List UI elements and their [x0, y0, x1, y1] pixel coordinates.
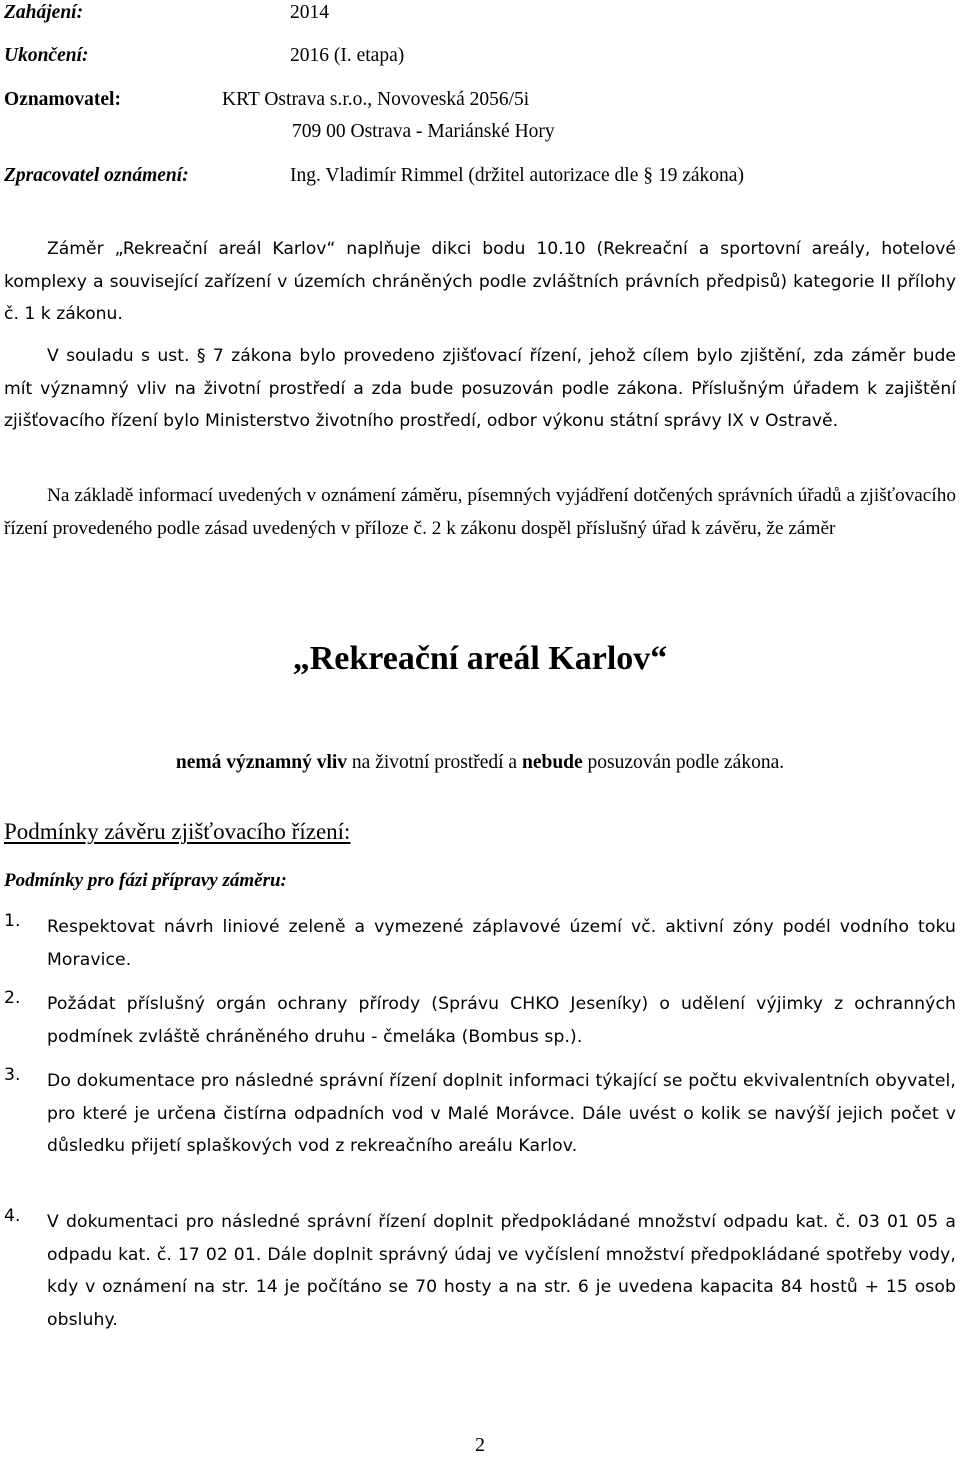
list-item-number: 4.: [4, 1206, 21, 1226]
list-item-text: Do dokumentace pro následné správní řízení doplnit informaci týkající se počtu ekvivalentních obyvatel, pro které je určena čistírna odpadních vod v Malé Morávce. Dále uvést o kolik se navýší jejich počet v důsledku přijetí splaškových vod z rekreačního areálu Karlov.: [47, 1071, 956, 1156]
verdict-text-2: posuzován podle zákona.: [582, 752, 785, 773]
list-item-text: Respektovat návrh liniové zeleně a vymezené záplavové území vč. aktivní zóny podél vodního toku Moravice.: [47, 917, 956, 970]
paragraph-intro: Záměr „Rekreační areál Karlov“ naplňuje dikci bodu 10.10 (Rekreační a sportovní areály, hotelové komplexy a související zařízení v územích chráněných podle zvláštních právních předpisů) kategorie II přílohy č. 1 k zákonu.: [4, 239, 956, 324]
verdict-not-assessed: nebude: [521, 752, 583, 773]
end-label: Ukončení:: [4, 45, 89, 66]
author-label: Zpracovatel oznámení:: [4, 165, 189, 186]
list-item-text: Požádat příslušný orgán ochrany přírody (Správu CHKO Jeseníky) o udělení výjimky z ochranných podmínek zvláště chráněného druhu - čmeláka (Bombus sp.).: [47, 994, 956, 1047]
verdict: [0, 752, 960, 774]
notifier-label: Oznamovatel:: [4, 89, 121, 110]
conditions-heading: Podmínky závěru zjišťovacího řízení:: [4, 819, 351, 844]
phase-heading: Podmínky pro fázi přípravy záměru:: [4, 870, 287, 891]
start-label: Zahájení:: [4, 2, 84, 23]
list-item-text: V dokumentaci pro následné správní řízení doplnit předpokládané množství odpadu kat. č. 03 01 05 a odpadu kat. č. 17 02 01. Dále doplnit správný údaj ve vyčíslení množství předpokládané spotřeby vody, kdy v oznámení na str. 14 je počítáno se 70 hosty a na str. 6 je uvedena kapacita 84 hostů + 15 osob obsluhy.: [47, 1212, 956, 1330]
verdict-text-1: na životní prostředí a: [347, 752, 522, 773]
notifier-line1: KRT Ostrava s.r.o., Novoveská 2056/5i: [222, 89, 530, 110]
author-value: Ing. Vladimír Rimmel (držitel autorizace dle § 19 zákona): [290, 165, 744, 186]
end-value: 2016 (I. etapa): [290, 45, 405, 66]
paragraph-procedure: V souladu s ust. § 7 zákona bylo provedeno zjišťovací řízení, jehož cílem bylo zjištění, zda záměr bude mít významný vliv na životní prostředí a zda bude posuzován podle zákona. Příslušným úřadem k zajištění zjišťovacího řízení bylo Ministerstvo životního prostředí, odbor výkonu státní správy IX v Ostravě.: [4, 346, 956, 431]
list-item-number: 2.: [4, 988, 21, 1008]
verdict-no-impact: nemá významný vliv: [175, 752, 348, 773]
list-item-number: 1.: [4, 911, 21, 931]
project-title: „Rekreační areál Karlov“: [292, 640, 668, 677]
start-value: 2014: [290, 2, 329, 23]
page-number: 2: [475, 1434, 485, 1456]
list-item-number: 3.: [4, 1065, 21, 1085]
paragraph-conclusion: Na základě informací uvedených v oznámení záměru, písemných vyjádření dotčených správních úřadů a zjišťovacího řízení provedeného podle zásad uvedených v příloze č. 2 k zákonu dospěl příslušný úřad k závěru, že záměr: [4, 485, 956, 539]
notifier-line2: 709 00 Ostrava - Mariánské Hory: [292, 121, 555, 142]
